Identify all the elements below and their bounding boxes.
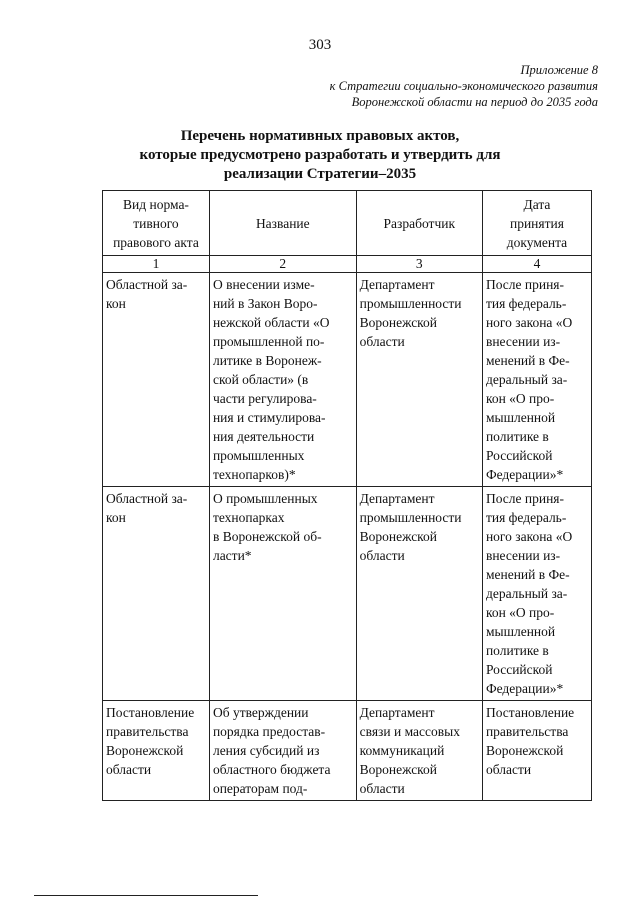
table-header-row bbox=[103, 191, 592, 256]
cell-adoption-date: После приня- тия федераль- ного закона «О внесении из- менений в Фе- деральный за- кон «О про- мышленной политике в Российской Федерации»* bbox=[482, 273, 591, 487]
cell-name: О промышленных технопарках в Воронежской об- ласти* bbox=[209, 487, 356, 701]
title-line-2: которые предусмотрено разработать и утвердить для bbox=[139, 147, 501, 163]
header-adoption-date: Дата принятия документа bbox=[482, 191, 591, 256]
cell-act-type: Постановление правительства Воронежской области bbox=[103, 701, 210, 801]
table-row bbox=[103, 701, 592, 801]
footnote-separator bbox=[34, 895, 258, 896]
column-number: 4 bbox=[482, 256, 591, 273]
document-title bbox=[100, 127, 540, 184]
cell-adoption-date: После приня- тия федераль- ного закона «О внесении из- менений в Фе- деральный за- кон «О про- мышленной политике в Российской Федерации»* bbox=[482, 487, 591, 701]
page-number: 303 bbox=[308, 37, 332, 53]
header-developer: Разработчик bbox=[356, 191, 482, 256]
header-name: Название bbox=[209, 191, 356, 256]
acts-table bbox=[102, 190, 592, 801]
header-act-type: Вид норма- тивного правового акта bbox=[103, 191, 210, 256]
column-number: 1 bbox=[103, 256, 210, 273]
table-row bbox=[103, 487, 592, 701]
column-number: 3 bbox=[356, 256, 482, 273]
appendix-note bbox=[330, 62, 598, 110]
cell-adoption-date: Постановление правительства Воронежской области bbox=[482, 701, 591, 801]
table-row bbox=[103, 273, 592, 487]
appendix-line-1: Приложение 8 bbox=[520, 63, 598, 77]
column-number: 2 bbox=[209, 256, 356, 273]
cell-developer: Департамент промышленности Воронежской области bbox=[356, 487, 482, 701]
cell-act-type: Областной за- кон bbox=[103, 487, 210, 701]
column-number-row bbox=[103, 256, 592, 273]
title-line-3: реализации Стратегии–2035 bbox=[223, 166, 417, 182]
cell-name: О внесении изме- ний в Закон Воро- нежской области «О промышленной по- литике в Воронеж- ской области» (в части регулирова- ния и стимулирова- ния деятельности промышленных технопарков)* bbox=[209, 273, 356, 487]
appendix-line-3: Воронежской области на период до 2035 года bbox=[351, 95, 598, 109]
cell-act-type: Областной за- кон bbox=[103, 273, 210, 487]
appendix-line-2: к Стратегии социально-экономического развития bbox=[329, 79, 598, 93]
cell-developer: Департамент связи и массовых коммуникаций Воронежской области bbox=[356, 701, 482, 801]
title-line-1: Перечень нормативных правовых актов, bbox=[180, 128, 460, 144]
cell-developer: Департамент промышленности Воронежской области bbox=[356, 273, 482, 487]
cell-name: Об утверждении порядка предостав- ления субсидий из областного бюджета операторам под- bbox=[209, 701, 356, 801]
